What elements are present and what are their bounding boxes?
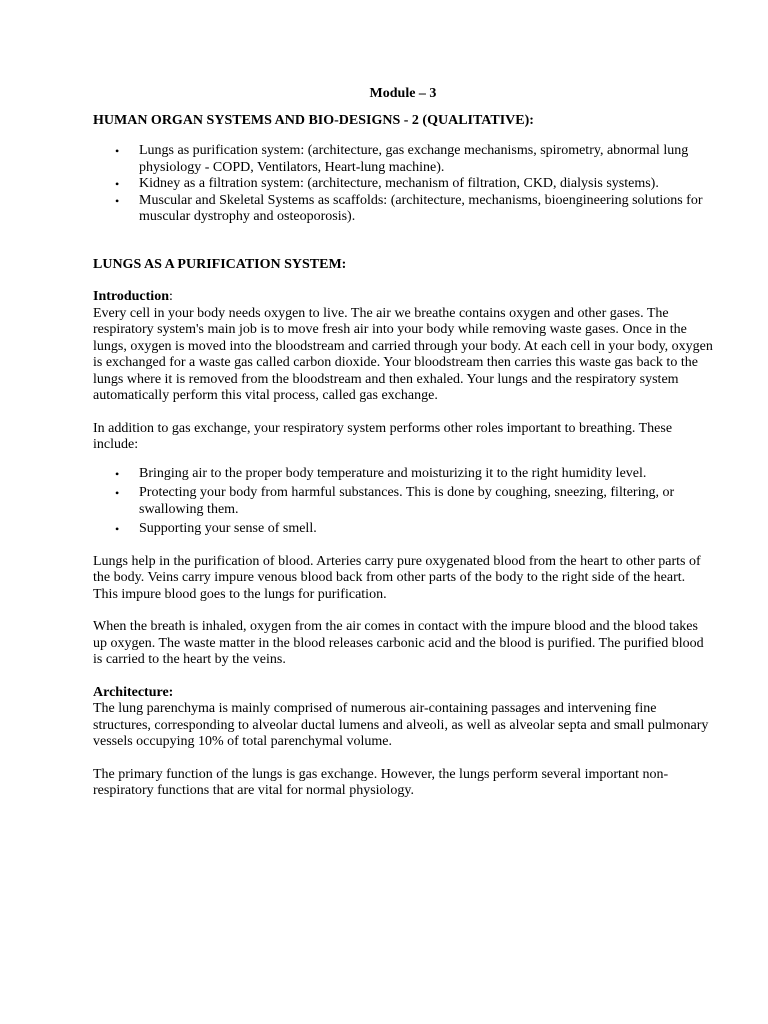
- architecture-text: The lung parenchyma is mainly comprised of numerous air-containing passages and intervening fine structures, corresponding to alveolar ductal lumens and alveoli, as well as alveolar septa and small pulmonary vessels occupying 10% of total parenchymal volume.: [93, 701, 709, 749]
- role-text: Supporting your sense of smell.: [139, 521, 317, 536]
- bullet-icon: •: [115, 144, 120, 158]
- main-heading: HUMAN ORGAN SYSTEMS AND BIO-DESIGNS - 2 (QUALITATIVE):: [93, 112, 534, 128]
- purification-paragraph: Lungs help in the purification of blood. Arteries carry pure oxygenated blood from the heart to other parts of the body. Veins carry impure venous blood back from other parts of the body to the right side of the heart. This impure blood goes to the lungs for purification.: [93, 553, 701, 602]
- architecture-heading: Architecture:: [93, 684, 174, 700]
- topic-item: [115, 176, 713, 193]
- topic-item: [115, 193, 713, 226]
- bullet-icon: •: [115, 466, 120, 481]
- breath-paragraph: When the breath is inhaled, oxygen from the air comes in contact with the impure blood and the blood takes up oxygen. The waste matter in the blood releases carbonic acid and the blood is purified. The purified blood is carried to the heart by the veins.: [93, 619, 704, 667]
- role-item: [115, 485, 713, 518]
- topic-text: Kidney as a filtration system: (architecture, mechanism of filtration, CKD, dialysis systems).: [139, 176, 659, 191]
- roles-list: [93, 466, 713, 538]
- introduction-heading: [93, 289, 713, 306]
- bullet-icon: •: [115, 522, 120, 536]
- bullet-icon: •: [115, 486, 120, 500]
- module-title: Module – 3: [369, 86, 437, 101]
- bullet-icon: •: [115, 177, 120, 191]
- introduction-text: Every cell in your body needs oxygen to live. The air we breathe contains oxygen and other gases. The respiratory system's main job is to move fresh air into your body while removing waste gases. Once in the lungs, oxygen is moved into the bloodstream and carried through your body. At each cell in your body, oxygen is exchanged for a waste gas called carbon dioxide. Your bloodstream then carries this waste gas back to the lungs where it is removed from the bloodstream and then exhaled. Your lungs and the respiratory system automatically perform this vital process, called gas exchange.: [93, 305, 713, 403]
- introduction-label: Introduction: [93, 289, 169, 304]
- architecture-block: [93, 685, 713, 751]
- lungs-section-heading: LUNGS AS A PURIFICATION SYSTEM:: [93, 256, 347, 272]
- roles-intro-paragraph: In addition to gas exchange, your respiratory system performs other roles important to breathing. These include:: [93, 420, 673, 452]
- document-page: [93, 86, 713, 816]
- topics-list: [93, 143, 713, 226]
- role-text: Protecting your body from harmful substances. This is done by coughing, sneezing, filtering, or swallowing them.: [139, 485, 675, 517]
- role-text: Bringing air to the proper body temperature and moisturizing it to the right humidity level.: [139, 465, 647, 481]
- introduction-colon: :: [168, 289, 173, 304]
- introduction-block: [93, 289, 713, 405]
- topic-text: Lungs as purification system: (architecture, gas exchange mechanisms, spirometry, abnormal lung physiology - COPD, Ventilators, Heart-lung machine).: [139, 143, 689, 175]
- function-paragraph: The primary function of the lungs is gas exchange. However, the lungs perform several important non-respiratory functions that are vital for normal physiology.: [93, 766, 669, 798]
- topic-item: [115, 143, 713, 176]
- topic-text: Muscular and Skeletal Systems as scaffolds: (architecture, mechanisms, bioengineering solutions for muscular dystrophy and osteoporosis).: [139, 192, 703, 224]
- role-item: [115, 466, 713, 483]
- role-item: [115, 521, 713, 538]
- bullet-icon: •: [115, 193, 120, 208]
